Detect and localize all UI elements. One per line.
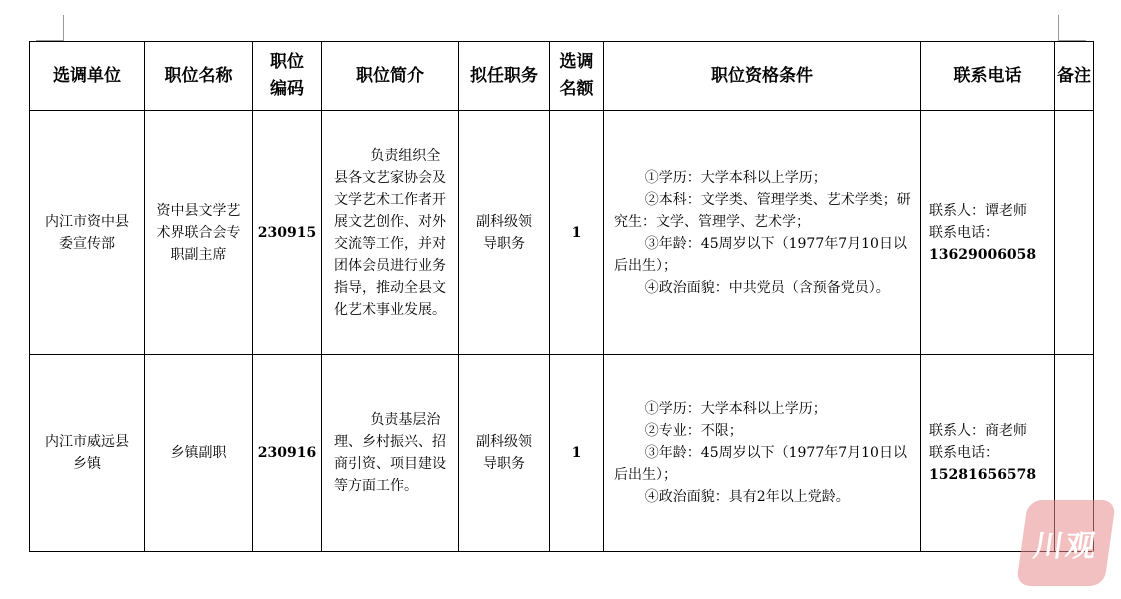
- header-contact: 联系电话: [921, 42, 1055, 111]
- requirement-item: ②本科：文学类、管理学类、艺术学类；研究生：文学、管理学、艺术学；: [614, 191, 911, 230]
- cell-title: 资中县文学艺术界联合会专职副主席: [145, 111, 253, 355]
- requirement-item: ③年龄：45周岁以下（1977年7月10日以后出生）；: [614, 445, 907, 483]
- brief-text: 负责基层治理、乡村振兴、招商引资、项目建设等方面工作。: [334, 412, 446, 494]
- cell-brief: [322, 111, 459, 355]
- requirement-item: ①学历：大学本科以上学历；: [644, 401, 827, 417]
- brief-text: 负责组织全县各文艺家协会及文学艺术工作者开展文艺创作、对外交流等工作，并对团体会员进行业务指导，推动全县文化艺术事业发展。: [334, 147, 446, 318]
- cell-duty: 副科级领导职务: [459, 111, 550, 355]
- cell-requirements: [604, 355, 921, 552]
- requirement-item: ②专业：不限；: [644, 423, 743, 439]
- contact-person: 联系人：谭老师: [929, 202, 1027, 219]
- contact-phone-label: 联系电话：: [929, 445, 999, 461]
- cell-quota: 1: [550, 355, 604, 552]
- header-requirements: 职位资格条件: [604, 42, 921, 111]
- position-table: [29, 41, 1094, 552]
- table-row: [30, 111, 1094, 355]
- header-quota: 选调名额: [550, 42, 604, 111]
- contact-person: 联系人：商老师: [929, 423, 1027, 439]
- cell-unit: 内江市资中县委宣传部: [30, 111, 145, 355]
- requirement-item: ④政治面貌：中共党员（含预备党员）。: [644, 279, 890, 296]
- header-brief: 职位简介: [322, 42, 459, 111]
- requirement-item: ①学历：大学本科以上学历；: [644, 169, 827, 186]
- requirement-item: ④政治面貌：具有2年以上党龄。: [644, 489, 850, 505]
- cell-note: [1055, 111, 1094, 355]
- header-title: 职位名称: [145, 42, 253, 111]
- contact-phone: 13629006058: [929, 246, 1037, 263]
- header-row: [30, 42, 1094, 111]
- cell-unit: 内江市威远县乡镇: [30, 355, 145, 552]
- cell-brief: [322, 355, 459, 552]
- cell-code: 230915: [253, 111, 322, 355]
- header-unit: 选调单位: [30, 42, 145, 111]
- requirement-item: ③年龄：45周岁以下（1977年7月10日以后出生）；: [614, 235, 907, 274]
- cell-title: 乡镇副职: [145, 355, 253, 552]
- cell-quota: 1: [550, 111, 604, 355]
- cell-requirements: [604, 111, 921, 355]
- cell-contact: [921, 111, 1055, 355]
- contact-phone-label: 联系电话：: [929, 224, 999, 241]
- cell-duty: 副科级领导职务: [459, 355, 550, 552]
- watermark-logo: 川观: [1016, 500, 1116, 586]
- header-note: 备注: [1055, 42, 1094, 111]
- header-duty: 拟任职务: [459, 42, 550, 111]
- crop-mark-top-left-v: [63, 15, 64, 41]
- cell-code: 230916: [253, 355, 322, 552]
- table-row: [30, 355, 1094, 552]
- crop-mark-top-right-v: [1058, 15, 1059, 41]
- header-code: 职位编码: [253, 42, 322, 111]
- contact-phone: 15281656578: [929, 467, 1037, 483]
